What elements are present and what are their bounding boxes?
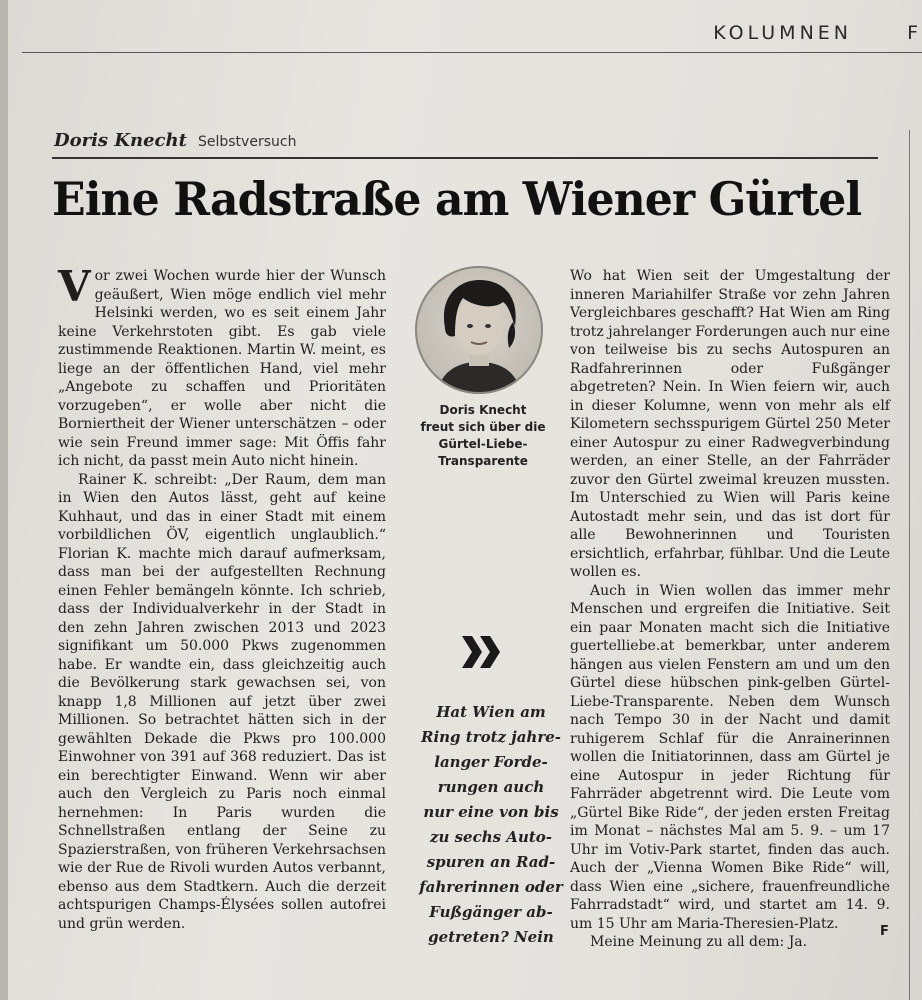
newspaper-page [8,0,922,1000]
caption-line: Doris Knecht [439,403,527,417]
caption-line: freut sich über die [420,420,546,434]
pull-quote-line: rungen auch [437,778,545,796]
column-right [570,267,890,952]
author-name: Doris Knecht [54,130,187,151]
drop-cap: V [58,262,91,311]
page-edge-rule [909,130,910,1000]
paragraph: Rainer K. schreibt: „Der Raum, dem man in Wien den Autos lässt, geht auf keine Kuhhaut, und das in einer Stadt mit einem vorbildlichen ÖV, eigentlich unglaublich.“ Florian K. machte mich darauf aufmerksam, dass man bei der aufgestellten Rechnung einen Fehler bemängeln könnte. Ich schrieb, dass der Individualverkehr in der Stadt in den zehn Jahren zwischen 2013 und 2023 signifikant um 50.000 Pkws zugenommen habe. Er wandte ein, dass gleichzeitig auch die Bevölkerung stark gewachsen sei, von knapp 1,8 Millionen auf jetzt über zwei Millionen. So betrachtet hätten sich in der gewählten Dekade die Pkws pro 100.000 Einwohner von 391 auf 368 reduziert. Das ist ein berechtigter Einwand. Wenn wir aber auch den Vergleich zu Paris noch einmal hernehmen: In Paris wurden die Schnellstraßen entlang der Seine zu Spazierstraßen, von früheren Verkehrsachsen wie der Rue de Rivoli wurden Autos verbannt, ebenso aus dem Stadtkern. Auch die derzeit achtspurigen Champs-Élysées sollen autofrei und grün werden. [58,471,386,932]
section-title: KOLUMNEN [713,22,852,44]
quote-icon [458,632,506,683]
section-letter: F [907,22,918,44]
portrait-caption [408,402,558,470]
pull-quote-line: Ring trotz jahre- [420,728,561,746]
end-mark: F [880,924,889,939]
caption-line: Gürtel-Liebe- [438,437,528,451]
pull-quote-line: langer Forde- [434,753,548,771]
column-rubric: Selbstversuch [197,134,297,150]
section-header [8,20,922,48]
portrait-frame [415,266,543,394]
byline-rule [52,157,878,159]
paragraph: Auch in Wien wollen das immer mehr Menschen und ergreifen die Initiative. Seit ein paar Monaten macht sich die Initiative guertelliebe.at bemerkbar, unter anderem hängen aus vielen Fenstern am und um den Gürtel diese hübschen pink-gelben Gürtel-Liebe-Transparente. Neben dem Wunsch nach Tempo 30 in der Nacht und damit ruhigerem Schlaf für die Anrainerinnen wollen die Initiatorinnen, dass am Gürtel je eine Autospur in jeder Richtung für Fahrräder abgetrennt wird. Die Leute vom „Gürtel Bike Ride“, der jeden ersten Freitag im Monat – nächstes Mal am 5. 9. – um 17 Uhr im Votiv-Park startet, finden das auch. Auch der „Vienna Women Bike Ride“ will, dass Wien eine „sichere, frauenfreundliche Fahrradstadt“ wird, und startet am 14. 9. um 15 Uhr am Maria-Theresien-Platz. [570,582,890,932]
pull-quote-line: fahrerinnen oder [419,878,563,896]
double-chevron-icon [458,632,506,672]
pull-quote-line: nur eine von bis [423,803,559,821]
paragraph: Wo hat Wien seit der Umgestaltung der inneren Mariahilfer Straße vor zehn Jahren Vergleichbares geschafft? Hat Wien am Ring trotz jahrelanger Forderungen auch nur eine von teilweise bis zu sechs Autospuren an Radfahrerinnen oder Fußgänger abgetreten? Nein. In Wien feiern wir, auch in dieser Kolumne, wenn von mehr als elf Kilometern sechsspurigem Gürtel 250 Meter einer Autospur zu einer Radwegverbindung werden, an einer Stelle, an der Fahrräder zuvor den Gürtel zweimal kreuzen mussten. Im Unterschied zu Wien will Paris keine Autostadt mehr sein, und das ist dort für alle Bewohnerinnen und Touristen ersichtlich, erfahrbar, fühlbar. Und die Leute wollen es. [570,268,890,580]
pull-quote [418,700,564,950]
column-left [58,262,386,933]
paragraph-text: or zwei Wochen wurde hier der Wunsch geäußert, Wien möge endlich viel mehr Helsinki werden, wo es seit einem Jahr keine Verkehrstoten gibt. Es gab viele zustimmende Reaktionen. Martin W. meint, es liege an der öffentlichen Hand, viel mehr „Angebote zu schaffen und Prioritäten vorzugeben“, er wolle aber nicht die Borniertheit der Wiener unterschätzen – oder wie sein Freund immer sage: Mit Öffis fahr ich nicht, da passt mein Auto nicht hinein. [58,268,386,469]
article-headline: Eine Radstraße am Wiener Gürtel [52,172,862,226]
pull-quote-line: Fußgänger ab- [429,903,553,921]
pull-quote-line: zu sechs Auto- [429,828,553,846]
pull-quote-line: spuren an Rad- [426,853,556,871]
paragraph [58,262,386,471]
caption-line: Transparente [438,454,528,468]
pull-quote-line: getreten? Nein [428,928,554,946]
byline [54,130,296,151]
paragraph: Meine Meinung zu all dem: Ja. [590,934,808,950]
section-rule [22,52,922,53]
pull-quote-line: Hat Wien am [436,703,546,721]
